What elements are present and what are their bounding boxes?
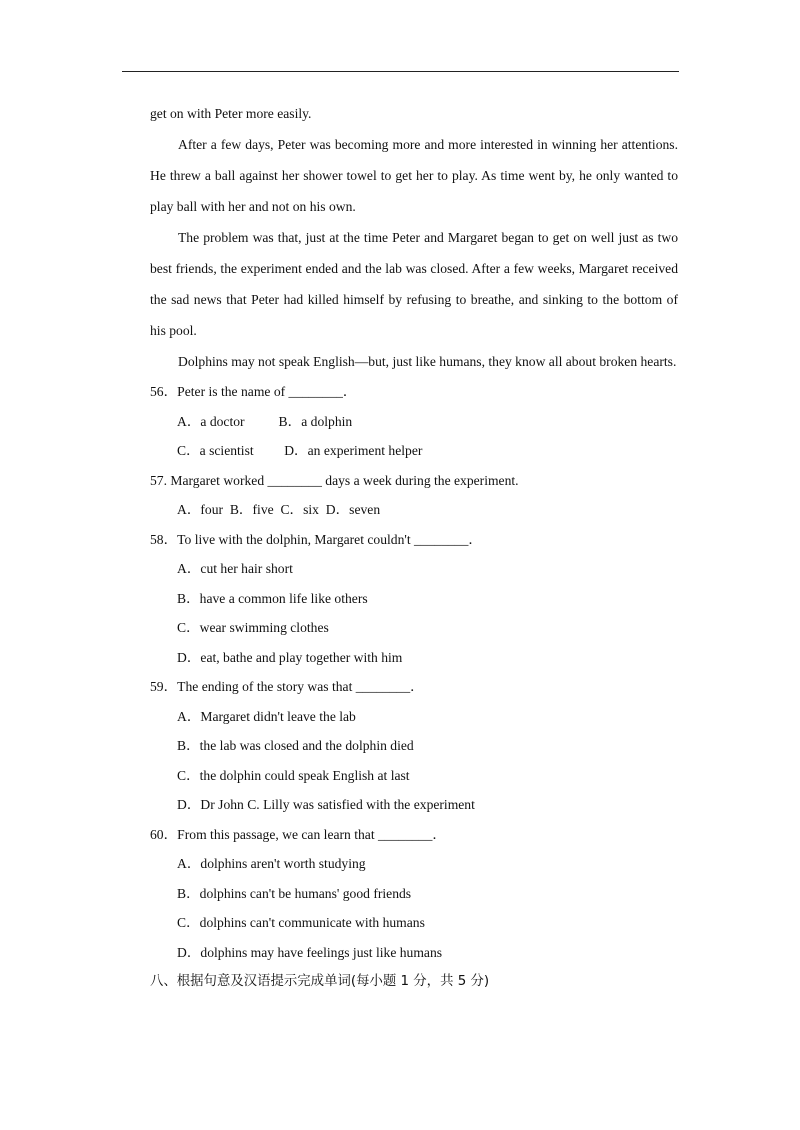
- question-57-stem: 57. Margaret worked ________ days a week during the experiment.: [150, 472, 519, 488]
- question-60-option-a: A．dolphins aren't worth studying: [177, 856, 366, 871]
- question-57-options: A．four B．five C．six D．seven: [177, 502, 381, 517]
- question-60-option-c: C．dolphins can't communicate with humans: [177, 915, 425, 930]
- question-56-options-row-1: A．a doctor B．a dolphin: [177, 413, 353, 429]
- question-59-option-c: C．the dolphin could speak English at last: [177, 767, 410, 783]
- passage-paragraph-3: Dolphins may not speak English—but, just like humans, they know all about broken hearts.: [178, 354, 677, 369]
- document-page: [150, 98, 678, 997]
- question-60-option-d: D．dolphins may have feelings just like humans: [177, 944, 443, 960]
- header-rule: [122, 71, 679, 72]
- question-56-stem: 56．Peter is the name of ________．: [150, 384, 357, 399]
- question-58-option-a: A．cut her hair short: [177, 561, 293, 576]
- passage-paragraph-2: The problem was that, just at the time Peter and Margaret began to get on well just as two best friends, the experiment ended and the lab was closed. After a few weeks, Margaret received the sad news that Peter had killed himself by refusing to breathe, and sinking to the bottom of his pool.: [150, 230, 678, 338]
- question-56-options-row-2: C．a scientist D．an experiment helper: [177, 443, 423, 458]
- question-59-option-b: B．the lab was closed and the dolphin died: [177, 738, 414, 753]
- question-60-option-b: B．dolphins can't be humans' good friends: [177, 885, 412, 901]
- question-59-stem: 59．The ending of the story was that ________．: [150, 679, 424, 694]
- question-58-stem: 58．To live with the dolphin, Margaret couldn't ________．: [150, 531, 482, 547]
- question-59-option-a: A．Margaret didn't leave the lab: [177, 708, 356, 724]
- passage-paragraph-0: get on with Peter more easily.: [150, 106, 312, 121]
- question-60-stem: 60．From this passage, we can learn that ________．: [150, 826, 446, 842]
- passage-paragraph-1: After a few days, Peter was becoming more and more interested in winning her attentions. He threw a ball against her shower towel to get her to play. As time went by, he only wanted to play ball with her and not on his own.: [150, 137, 678, 214]
- question-58-option-b: B．have a common life like others: [177, 590, 368, 606]
- section-heading: 八、根据句意及汉语提示完成单词(每小题 1 分，共 5 分): [150, 974, 490, 989]
- question-58-option-d: D．eat, bathe and play together with him: [177, 649, 403, 665]
- question-59-option-d: D．Dr John C. Lilly was satisfied with the experiment: [177, 797, 475, 812]
- question-58-option-c: C．wear swimming clothes: [177, 620, 329, 635]
